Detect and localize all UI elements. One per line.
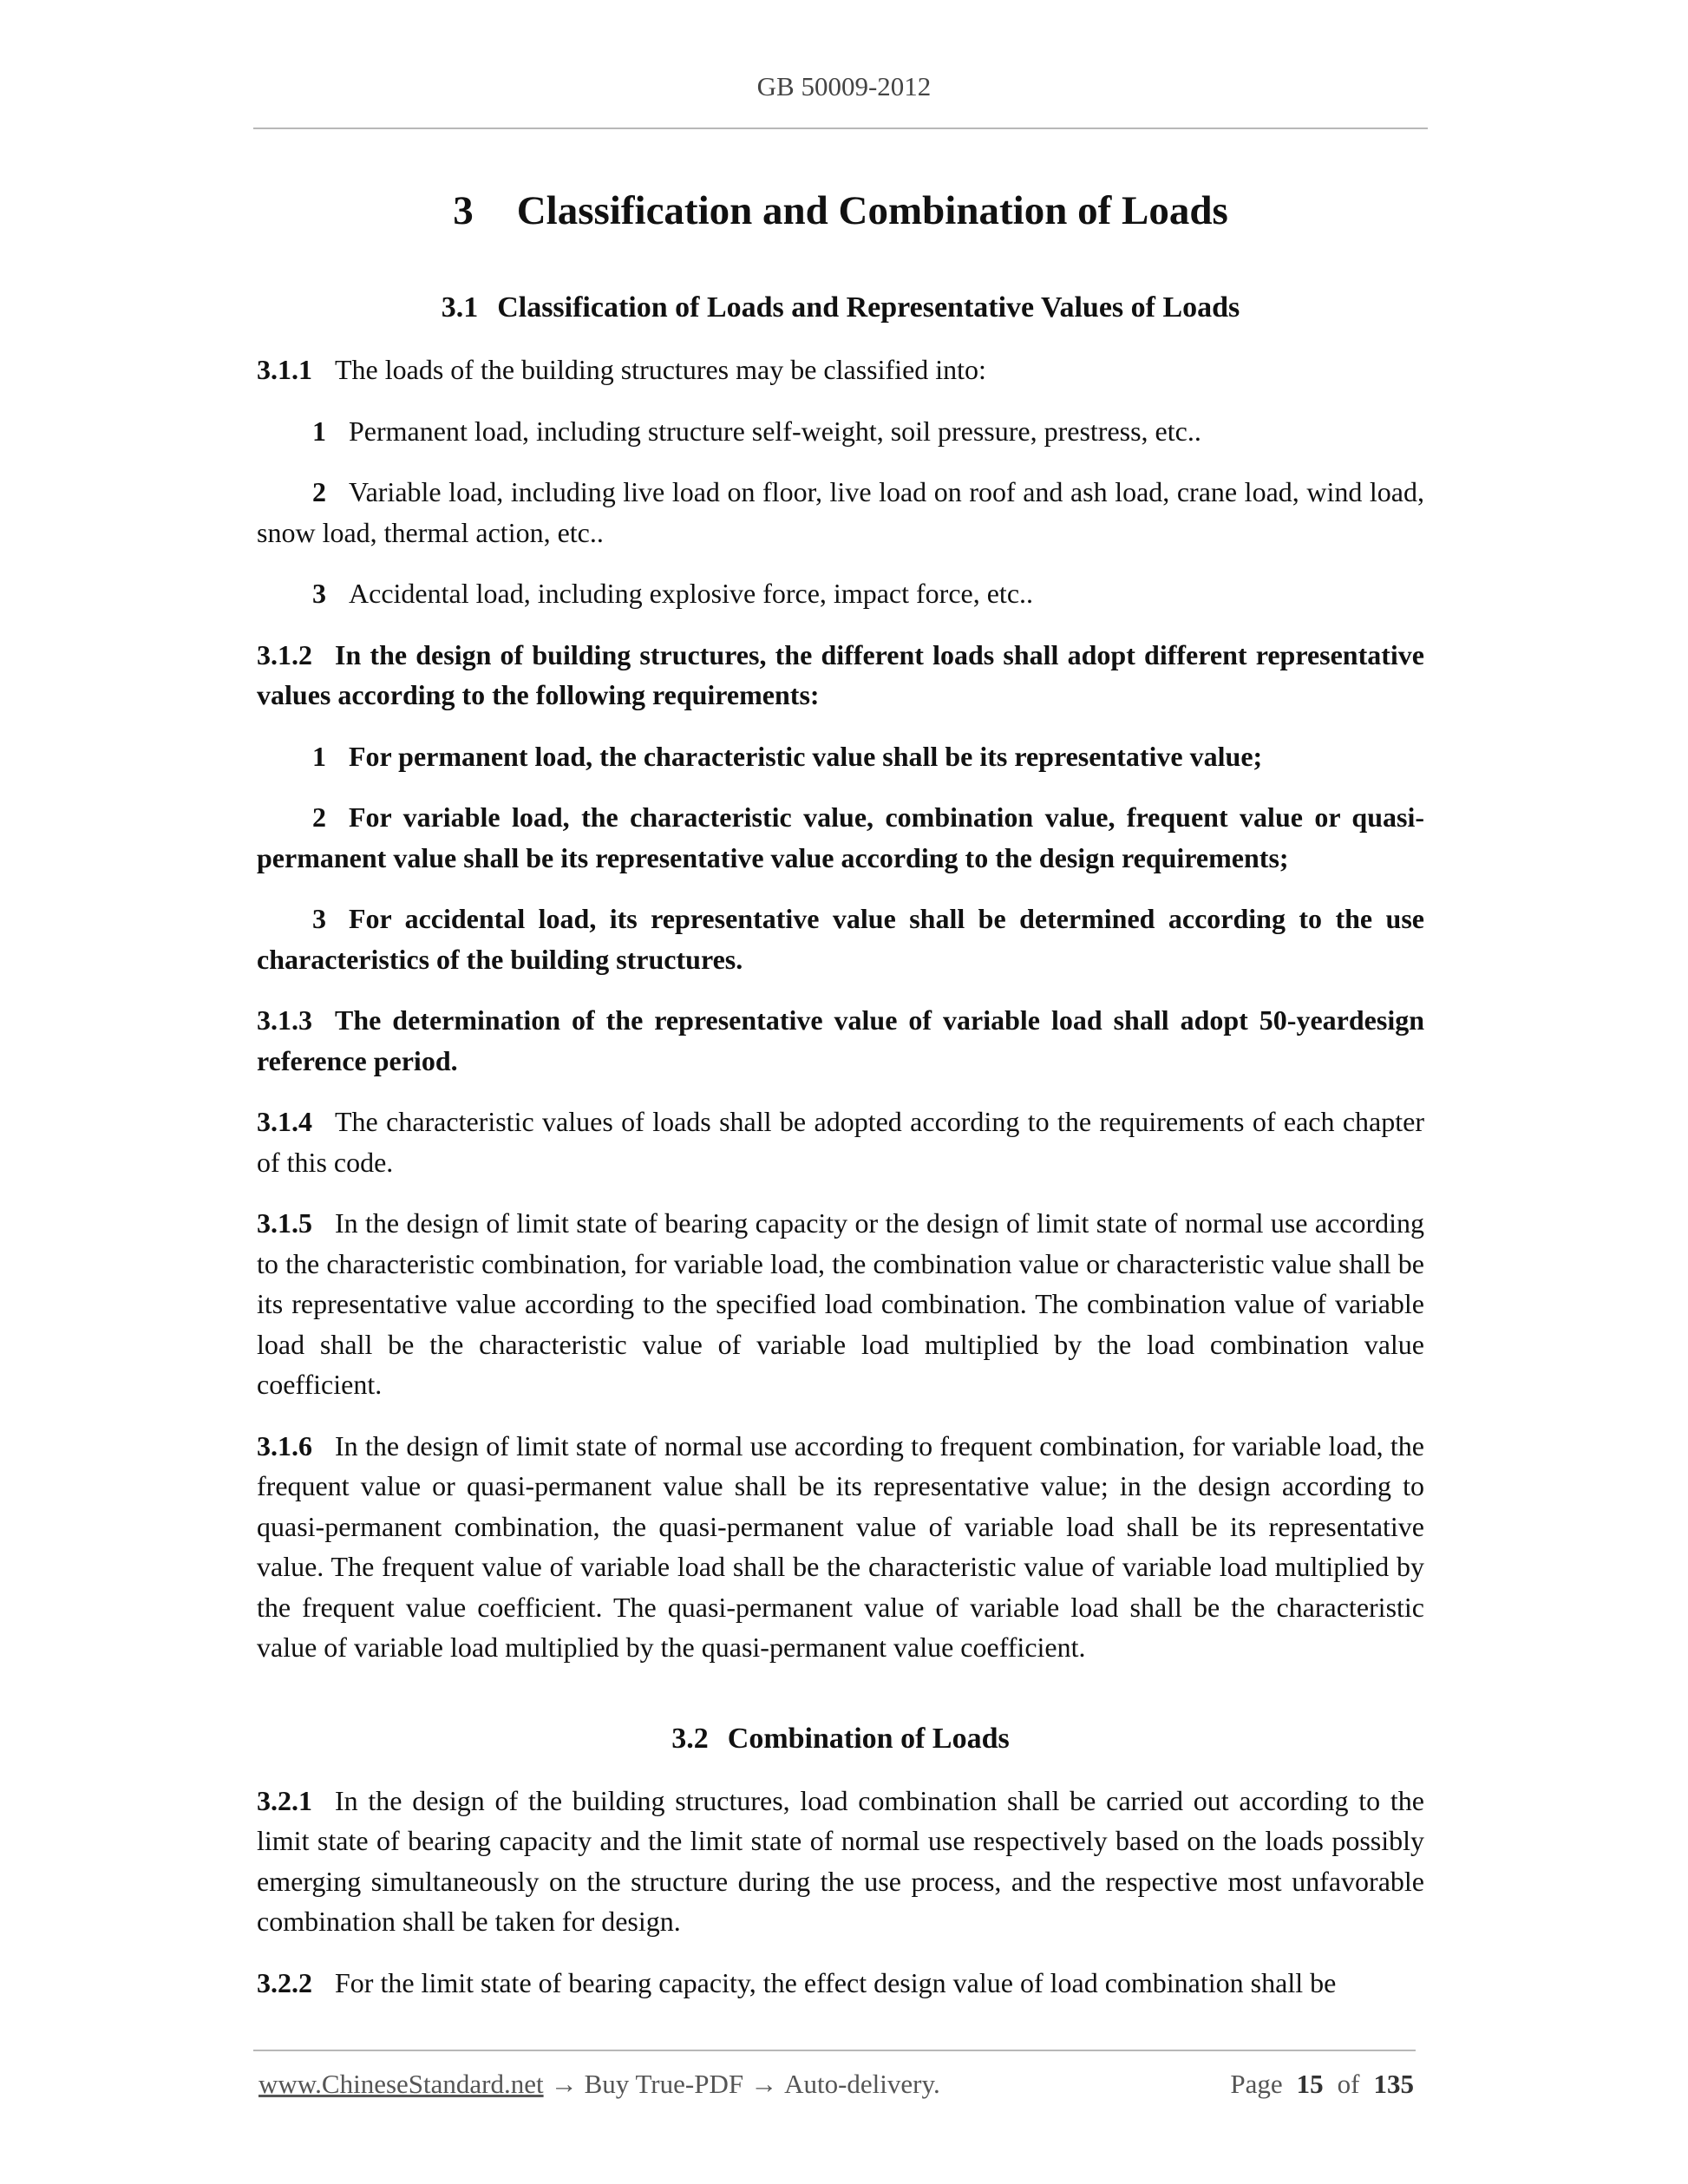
clause-number: 3.1.6 <box>257 1429 312 1461</box>
auto-delivery-text: Auto-delivery. <box>784 2069 940 2099</box>
item-number: 3 <box>312 903 326 934</box>
section-number: 3.2 <box>671 1722 709 1755</box>
arrow-right-icon: → <box>550 2069 578 2099</box>
clause-number: 3.1.5 <box>257 1207 312 1239</box>
clause-number: 3.2.2 <box>257 1966 312 1998</box>
clause-text: For the limit state of bearing capacity, the effect design value of load combination shall be <box>335 1966 1337 1998</box>
page-content <box>257 186 1424 2024</box>
current-page-number: 15 <box>1296 2069 1324 2099</box>
clause-3-1-1 <box>257 350 1424 390</box>
clause-number: 3.1.3 <box>257 1004 312 1036</box>
clause-3-2-2 <box>257 1963 1424 2004</box>
clause-number: 3.2.1 <box>257 1784 312 1816</box>
clause-3-1-2 <box>257 635 1424 716</box>
of-label: of <box>1337 2069 1360 2099</box>
list-item <box>257 573 1424 614</box>
clause-number: 3.1.2 <box>257 638 312 670</box>
item-number: 2 <box>312 801 326 833</box>
item-number: 2 <box>312 476 326 507</box>
item-number: 1 <box>312 415 326 447</box>
section-title-3-1 <box>257 289 1424 327</box>
buy-pdf-text: Buy True-PDF <box>584 2069 744 2099</box>
clause-number: 3.1.4 <box>257 1106 312 1137</box>
section-title-text: Classification of Loads and Representative Values of Loads <box>497 291 1240 324</box>
arrow-right-icon: → <box>750 2069 778 2099</box>
clause-3-1-6 <box>257 1426 1424 1668</box>
document-header: GB 50009-2012 <box>756 71 932 101</box>
clause-text: The determination of the representative value of variable load shall adopt 50-yeardesign reference period. <box>257 1004 1424 1076</box>
item-number: 3 <box>312 578 326 609</box>
list-item <box>257 797 1424 878</box>
clause-text: In the design of limit state of bearing capacity or the design of limit state of normal use according to the characteristic combination, for variable load, the combination value or characteristic value shall be its representative value according to the specified load combination. The combination value of variable load shall be the characteristic value of variable load multiplied by the load combination value coefficient. <box>257 1207 1424 1400</box>
total-pages-number: 135 <box>1373 2069 1414 2099</box>
list-item <box>257 899 1424 979</box>
page-indicator <box>1230 2069 1414 2100</box>
section-title-text: Combination of Loads <box>727 1722 1010 1755</box>
list-item <box>257 736 1424 777</box>
chapter-title <box>257 186 1424 235</box>
clause-3-1-5 <box>257 1203 1424 1405</box>
clause-number: 3.1.1 <box>257 354 312 385</box>
item-text: For accidental load, its representative value shall be determined according to the use characteristics of the building structures. <box>257 903 1424 975</box>
item-text: Accidental load, including explosive force, impact force, etc.. <box>349 578 1034 609</box>
site-link[interactable]: www.ChineseStandard.net <box>258 2069 544 2099</box>
section-number: 3.1 <box>441 291 479 324</box>
item-text: Permanent load, including structure self-weight, soil pressure, prestress, etc.. <box>349 415 1201 447</box>
clause-text: The loads of the building structures may be classified into: <box>335 354 986 385</box>
clause-3-1-4 <box>257 1102 1424 1182</box>
item-text: Variable load, including live load on floor, live load on roof and ash load, crane load, wind load, snow load, thermal action, etc.. <box>257 476 1424 548</box>
chapter-number: 3 <box>453 188 474 233</box>
item-text: For variable load, the characteristic value, combination value, frequent value or quasi-permanent value shall be its representative value according to the design requirements; <box>257 801 1424 873</box>
chapter-title-text: Classification and Combination of Loads <box>516 188 1228 233</box>
clause-text: The characteristic values of loads shall be adopted according to the requirements of each chapter of this code. <box>257 1106 1424 1178</box>
item-number: 1 <box>312 740 326 772</box>
clause-text: In the design of the building structures, load combination shall be carried out according to the limit state of bearing capacity and the limit state of normal use respectively based on the loads possibly emerging simultaneously on the structure during the use process, and the respective most unfavorable combination shall be taken for design. <box>257 1784 1424 1937</box>
footer-promo <box>258 2069 940 2100</box>
clause-3-1-3 <box>257 1000 1424 1081</box>
footer-divider <box>253 2050 1416 2051</box>
section-title-3-2 <box>257 1720 1424 1758</box>
page-label: Page <box>1230 2069 1283 2099</box>
item-text: For permanent load, the characteristic value shall be its representative value; <box>349 740 1263 772</box>
list-item <box>257 472 1424 553</box>
clause-3-2-1 <box>257 1781 1424 1942</box>
header-divider <box>253 128 1428 129</box>
clause-text: In the design of limit state of normal use according to frequent combination, for variable load, the frequent value or quasi-permanent value shall be its representative value; in the design according to quasi-permanent combination, the quasi-permanent value of variable load shall be its representative value. The frequent value of variable load shall be the characteristic value of variable load multiplied by the frequent value coefficient. The quasi-permanent value of variable load shall be the characteristic value of variable load multiplied by the quasi-permanent value coefficient. <box>257 1429 1424 1663</box>
clause-text: In the design of building structures, the different loads shall adopt different representative values according to the following requirements: <box>257 638 1424 710</box>
list-item <box>257 411 1424 452</box>
